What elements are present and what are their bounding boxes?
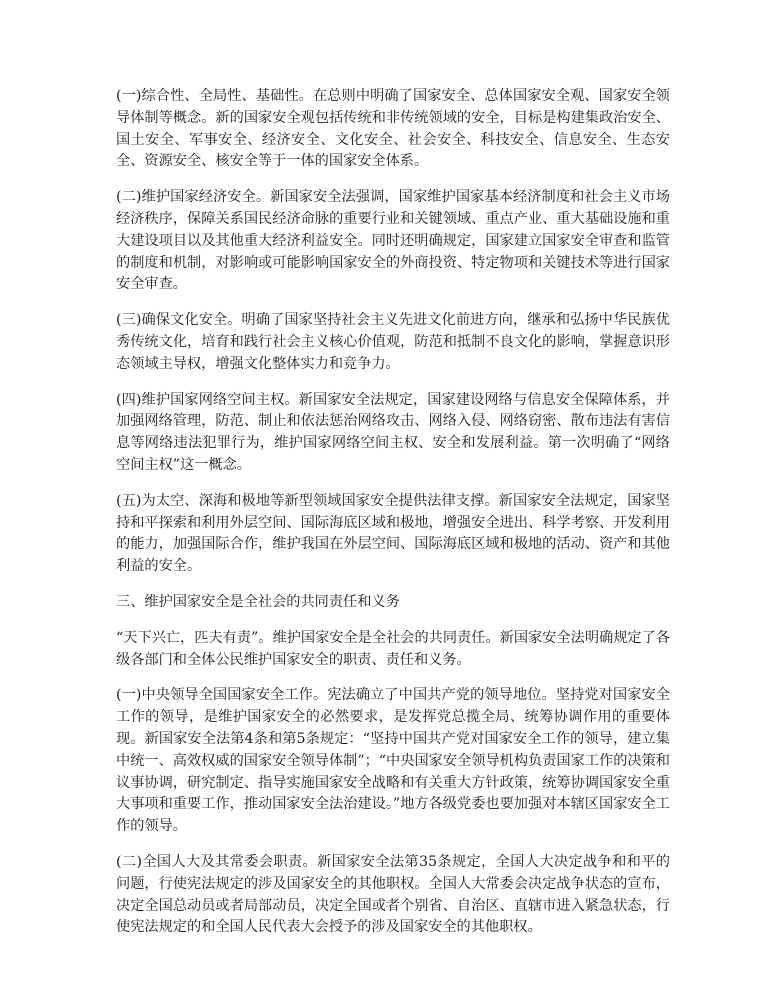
paragraph-cultural-security: (三)确保文化安全。明确了国家坚持社会主义先进文化前进方向，继承和弘扬中华民族优秀传统文化，培育和践行社会主义核心价值观，防范和抵制不良文化的影响，掌握意识形态领域主导权，增强文化整体实力和竞争力。 bbox=[116, 312, 670, 372]
paragraph-npc-duties: (二)全国人大及其常委会职责。新国家安全法第35条规定，全国人大决定战争和和平的问题，行使宪法规定的涉及国家安全的其他职权。全国人大常委会决定战争状态的宣布，决定全国总动员或者局部动员，决定全国或者个别省、自治区、直辖市进入紧急状态，行使宪法规定的和全国人民代表大会授予的涉及国家安全的其他职权。 bbox=[116, 853, 670, 936]
paragraph-central-leadership: (一)中央领导全国国家安全工作。宪法确立了中国共产党的领导地位。坚持党对国家安全工作的领导，是维护国家安全的必然要求，是发挥党总揽全局、统筹协调作用的重要体现。新国家安全法第4条和第5条规定：“坚持中国共产党对国家安全工作的领导，建立集中统一、高效权威的国家安全领导体制”；“中央国家安全领导机构负责国家工作的决策和议事协调，研究制定、指导实施国家安全战略和有关重大方针政策，统筹协调国家安全重大事项和重要工作，推动国家安全法治建设。”地方各级党委也要加强对本辖区国家安全工作的领导。 bbox=[116, 687, 670, 835]
paragraph-new-domains: (五)为太空、深海和极地等新型领域国家安全提供法律支撑。新国家安全法规定，国家坚持和平探索和利用外层空间、国际海底区域和极地，增强安全进出、科学考察、开发利用的能力，加强国际合作，维护我国在外层空间、国际海底区域和极地的活动、资产和其他利益的安全。 bbox=[116, 492, 670, 575]
paragraph-shared-responsibility: “天下兴亡，匹夫有责”。维护国家安全是全社会的共同责任。新国家安全法明确规定了各级各部门和全体公民维护国家安全的职责、责任和义务。 bbox=[116, 629, 670, 668]
paragraph-cyberspace-sovereignty: (四)维护国家网络空间主权。新国家安全法规定，国家建设网络与信息安全保障体系，并加强网络管理，防范、制止和依法惩治网络攻击、网络入侵、网络窃密、散布违法有害信息等网络违法犯罪行为，维护国家网络空间主权、安全和发展利益。第一次明确了“网络空间主权”这一概念。 bbox=[116, 391, 670, 473]
paragraph-comprehensive: (一)综合性、全局性、基础性。在总则中明确了国家安全、总体国家安全观、国家安全领导体制等概念。新的国家安全观包括传统和非传统领域的安全，目标是构建集政治安全、国土安全、军事安全、经济安全、文化安全、社会安全、科技安全、信息安全、生态安全、资源安全、核安全等于一体的国家安全体系。 bbox=[116, 88, 670, 170]
section-heading: 三、维护国家安全是全社会的共同责任和义务 bbox=[116, 593, 400, 610]
paragraph-economic-security: (二)维护国家经济安全。新国家安全法强调，国家维护国家基本经济制度和社会主义市场经济秩序，保障关系国民经济命脉的重要行业和关键领域、重点产业、重大基础设施和重大建设项目以及其他重大经济利益安全。同时还明确规定，国家建立国家安全审查和监管的制度和机制，对影响或可能影响国家安全的外商投资、特定物项和关键技术等进行国家安全审查。 bbox=[116, 189, 670, 293]
